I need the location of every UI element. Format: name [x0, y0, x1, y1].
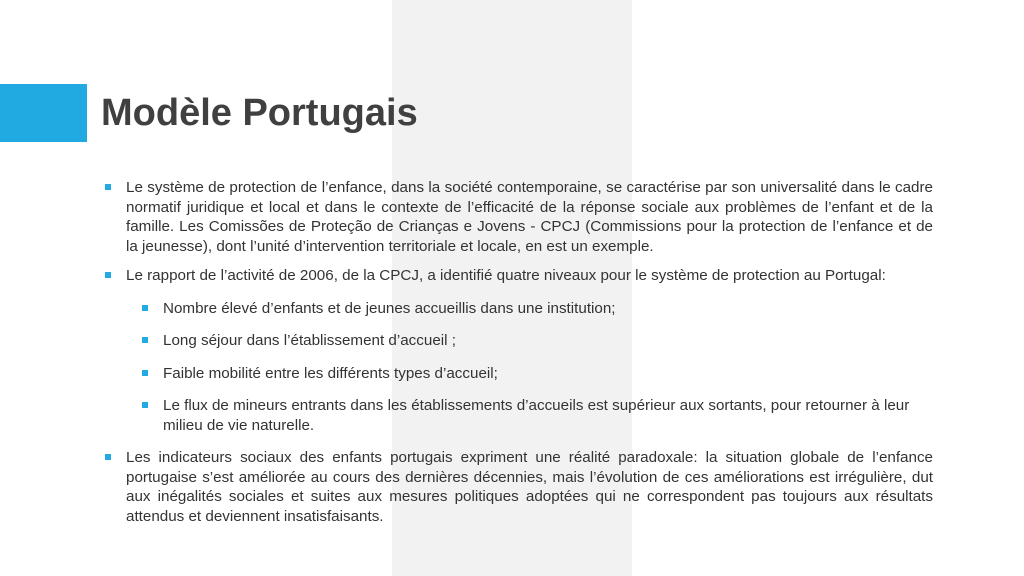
slide-title: Modèle Portugais [101, 92, 418, 134]
square-bullet-icon [105, 184, 111, 190]
square-bullet-icon [142, 337, 148, 343]
sub-bullet-item [142, 299, 933, 319]
square-bullet-icon [105, 272, 111, 278]
sub-bullet-item [142, 396, 933, 435]
sub-bullet-text: Nombre élevé d’enfants et de jeunes accueillis dans une institution; [163, 299, 616, 317]
bullet-text: Le système de protection de l’enfance, dans la société contemporaine, se caractérise par son universalité dans le cadre normatif juridique et local et dans le contexte de l’efficacité de la réponse sociale aux problèmes de l’enfant et de la famille. Les Comissões de Proteção de Crianças e Jovens - CPCJ (Commissions pour la protection de l’enfance et de la jeunesse), dont l’unité d’intervention territoriale et locale, en est un exemple. [126, 179, 933, 255]
square-bullet-icon [105, 454, 111, 460]
sub-bullet-text: Le flux de mineurs entrants dans les établissements d’accueils est supérieur aux sortants, pour retourner à leur milieu de vie naturelle. [163, 397, 910, 434]
sub-bullet-text: Long séjour dans l’établissement d’accueil ; [163, 332, 456, 349]
sub-bullet-list [104, 299, 933, 436]
bullet-item [104, 448, 933, 526]
bullet-text: Les indicateurs sociaux des enfants portugais expriment une réalité paradoxale: la situation globale de l’enfance portugaise s’est améliorée au cours des dernières décennies, mais l’évolution de ces améliorations est irrégulière, dut aux inégalités sociales et suites aux mesures politiques adoptées qui ne correspondent pas toujours aux résultats attendus et deviennent insatisfaisants. [126, 449, 933, 525]
bullet-item [104, 266, 933, 286]
sub-bullet-item [142, 331, 933, 351]
square-bullet-icon [142, 305, 148, 311]
square-bullet-icon [142, 402, 148, 408]
square-bullet-icon [142, 370, 148, 376]
bullet-text: Le rapport de l’activité de 2006, de la CPCJ, a identifié quatre niveaux pour le système de protection au Portugal: [126, 267, 886, 284]
bullet-item [104, 178, 933, 256]
title-accent-bar [0, 84, 87, 142]
sub-bullet-text: Faible mobilité entre les différents types d’accueil; [163, 364, 498, 382]
slide-content [104, 178, 933, 536]
sub-bullet-item [142, 364, 933, 384]
